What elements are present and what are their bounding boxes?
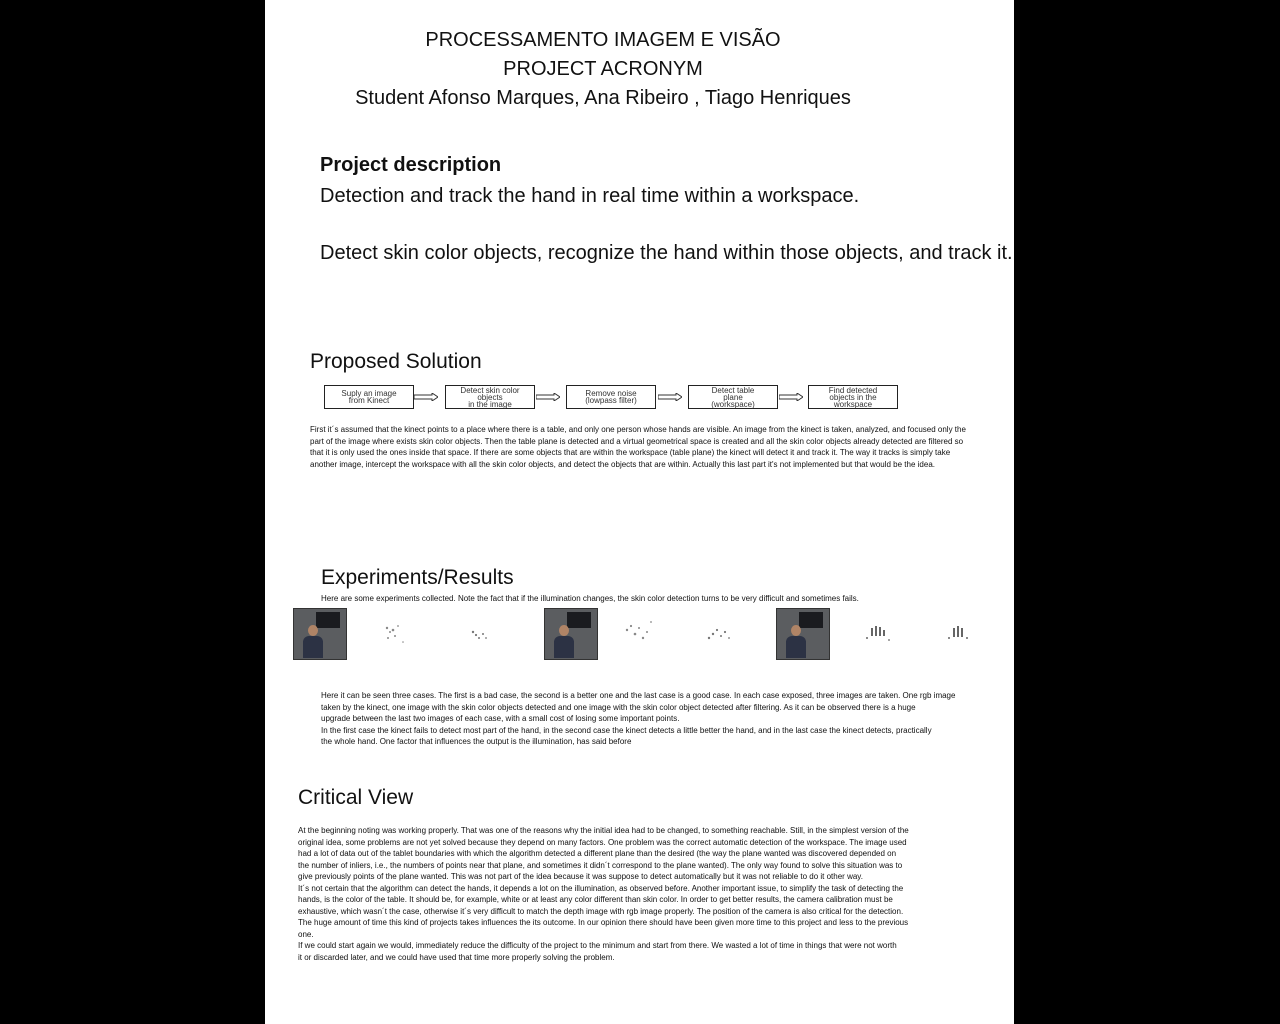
arrow-right-icon bbox=[536, 393, 560, 401]
pipeline-step-detect-skin: Detect skin color objects in the image bbox=[445, 385, 535, 409]
description-line-1: Detection and track the hand in real time within a workspace. bbox=[320, 185, 860, 207]
arrow-right-icon bbox=[414, 393, 438, 401]
case2-rgb-image bbox=[544, 608, 598, 660]
student-names: Student Afonso Marques, Ana Ribeiro , Tiago Henriques bbox=[355, 87, 851, 109]
pipeline-step-detect-table: Detect table plane (workspace) bbox=[688, 385, 778, 409]
critical-view-text: At the beginning noting was working properly. That was one of the reasons why the initial idea had to be changed, to something reachable. Still, in the simplest version of the original idea, some problems are not yet solved because they depend on many factors. One problem was the correct automatic detection of the workspace. The image used had a lot of data out of the tablet boundaries with which the algorithm detected a different plane than the desired (the way the plane wanted was discovered depended on the number of inliers, i.e., the numbers of points near that plane, and sometimes it didn´t correspond to the plane wanted). The only way found to solve this situation was to give previously points of the plane wanted. This was not part of the idea because it was suppose to detect automatically but it was not reliable to do it other way. It´s not certain that the algorithm can detect the hands, it depends a lot on the illumination, as observed before. Another important issue, to simplify the task of detecting the hands, is the color of the table. It should be, for example, white or at least any color different than skin color. In order to get better results, the camera calibration must be exhaustive, which wasn´t the case, otherwise it´s very difficult to match the depth image with rgb image properly. The position of the camera is also critical for the detection. The huge amount of time this kind of projects takes influences the its outcome. In our opinion there should have been given more time to this project and less to the previous one. If we could start again we would, immediately reduce the difficulty of the project to the minimum and start from there. We wasted a lot of time in things that were not worth it or discarded later, and we could have used that time more properly solving the problem. bbox=[298, 826, 909, 962]
arrow-right-icon bbox=[779, 393, 803, 401]
pipeline-step-remove-noise: Remove noise (lowpass filter) bbox=[566, 385, 656, 409]
case1-filtered-image bbox=[455, 608, 505, 658]
case3-skin-image bbox=[855, 608, 905, 658]
poster-page bbox=[265, 0, 1014, 1024]
case2-skin-image bbox=[617, 608, 667, 658]
critical-view-heading: Critical View bbox=[298, 786, 414, 809]
case2-filtered-image bbox=[697, 608, 747, 658]
experiments-heading: Experiments/Results bbox=[321, 566, 514, 589]
description-line-2: Detect skin color objects, recognize the hand within those objects, and track it. bbox=[320, 242, 1013, 264]
case1-rgb-image bbox=[293, 608, 347, 660]
solution-text: First it´s assumed that the kinect points to a place where there is a table, and only one person whose hands are visible. An image from the kinect is taken, analyzed, and focused only the part of the image where exists skin color objects. Then the table plane is detected and a virtual geometrical space is created and all the skin color objects already detected are filtered so that it is only used the ones inside that space. If there are some objects that are within the workspace (table plane) the kinect will detect it and track it. The way it tracks is simply take another image, intercept the workspace with all the skin color objects, and detect the objects that are within. Actually this last part it's not implemented but that would be the idea. bbox=[310, 425, 966, 469]
case1-skin-image bbox=[373, 608, 423, 658]
pipeline-step-find-objects: Find detected objects in the workspace bbox=[808, 385, 898, 409]
pipeline-step-supply-image: Suply an image from Kinect bbox=[324, 385, 414, 409]
project-acronym: PROJECT ACRONYM bbox=[503, 58, 703, 80]
pipeline-diagram bbox=[324, 385, 904, 411]
experiments-intro: Here are some experiments collected. Note the fact that if the illumination changes, the skin color detection turns to be very difficult and sometimes fails. bbox=[321, 594, 859, 603]
case3-filtered-image bbox=[935, 608, 985, 658]
course-title: PROCESSAMENTO IMAGEM E VISÃO bbox=[425, 29, 781, 51]
solution-heading: Proposed Solution bbox=[310, 350, 482, 373]
description-heading: Project description bbox=[320, 154, 502, 176]
case3-rgb-image bbox=[776, 608, 830, 660]
arrow-right-icon bbox=[658, 393, 682, 401]
experiments-text: Here it can be seen three cases. The first is a bad case, the second is a better one and the last case is a good case. In each case exposed, three images are taken. One rgb image taken by the kinect, one image with the skin color objects detected and one image with the skin color object detected after filtering. As it can be observed there is a huge upgrade between the last two images of each case, with a small cost of losing some important points. In the first case the kinect fails to detect most part of the hand, in the second case the kinect detects a little better the hand, and in the last case the kinect detects, practically the whole hand. One factor that influences the output is the illumination, has said before bbox=[321, 691, 956, 746]
